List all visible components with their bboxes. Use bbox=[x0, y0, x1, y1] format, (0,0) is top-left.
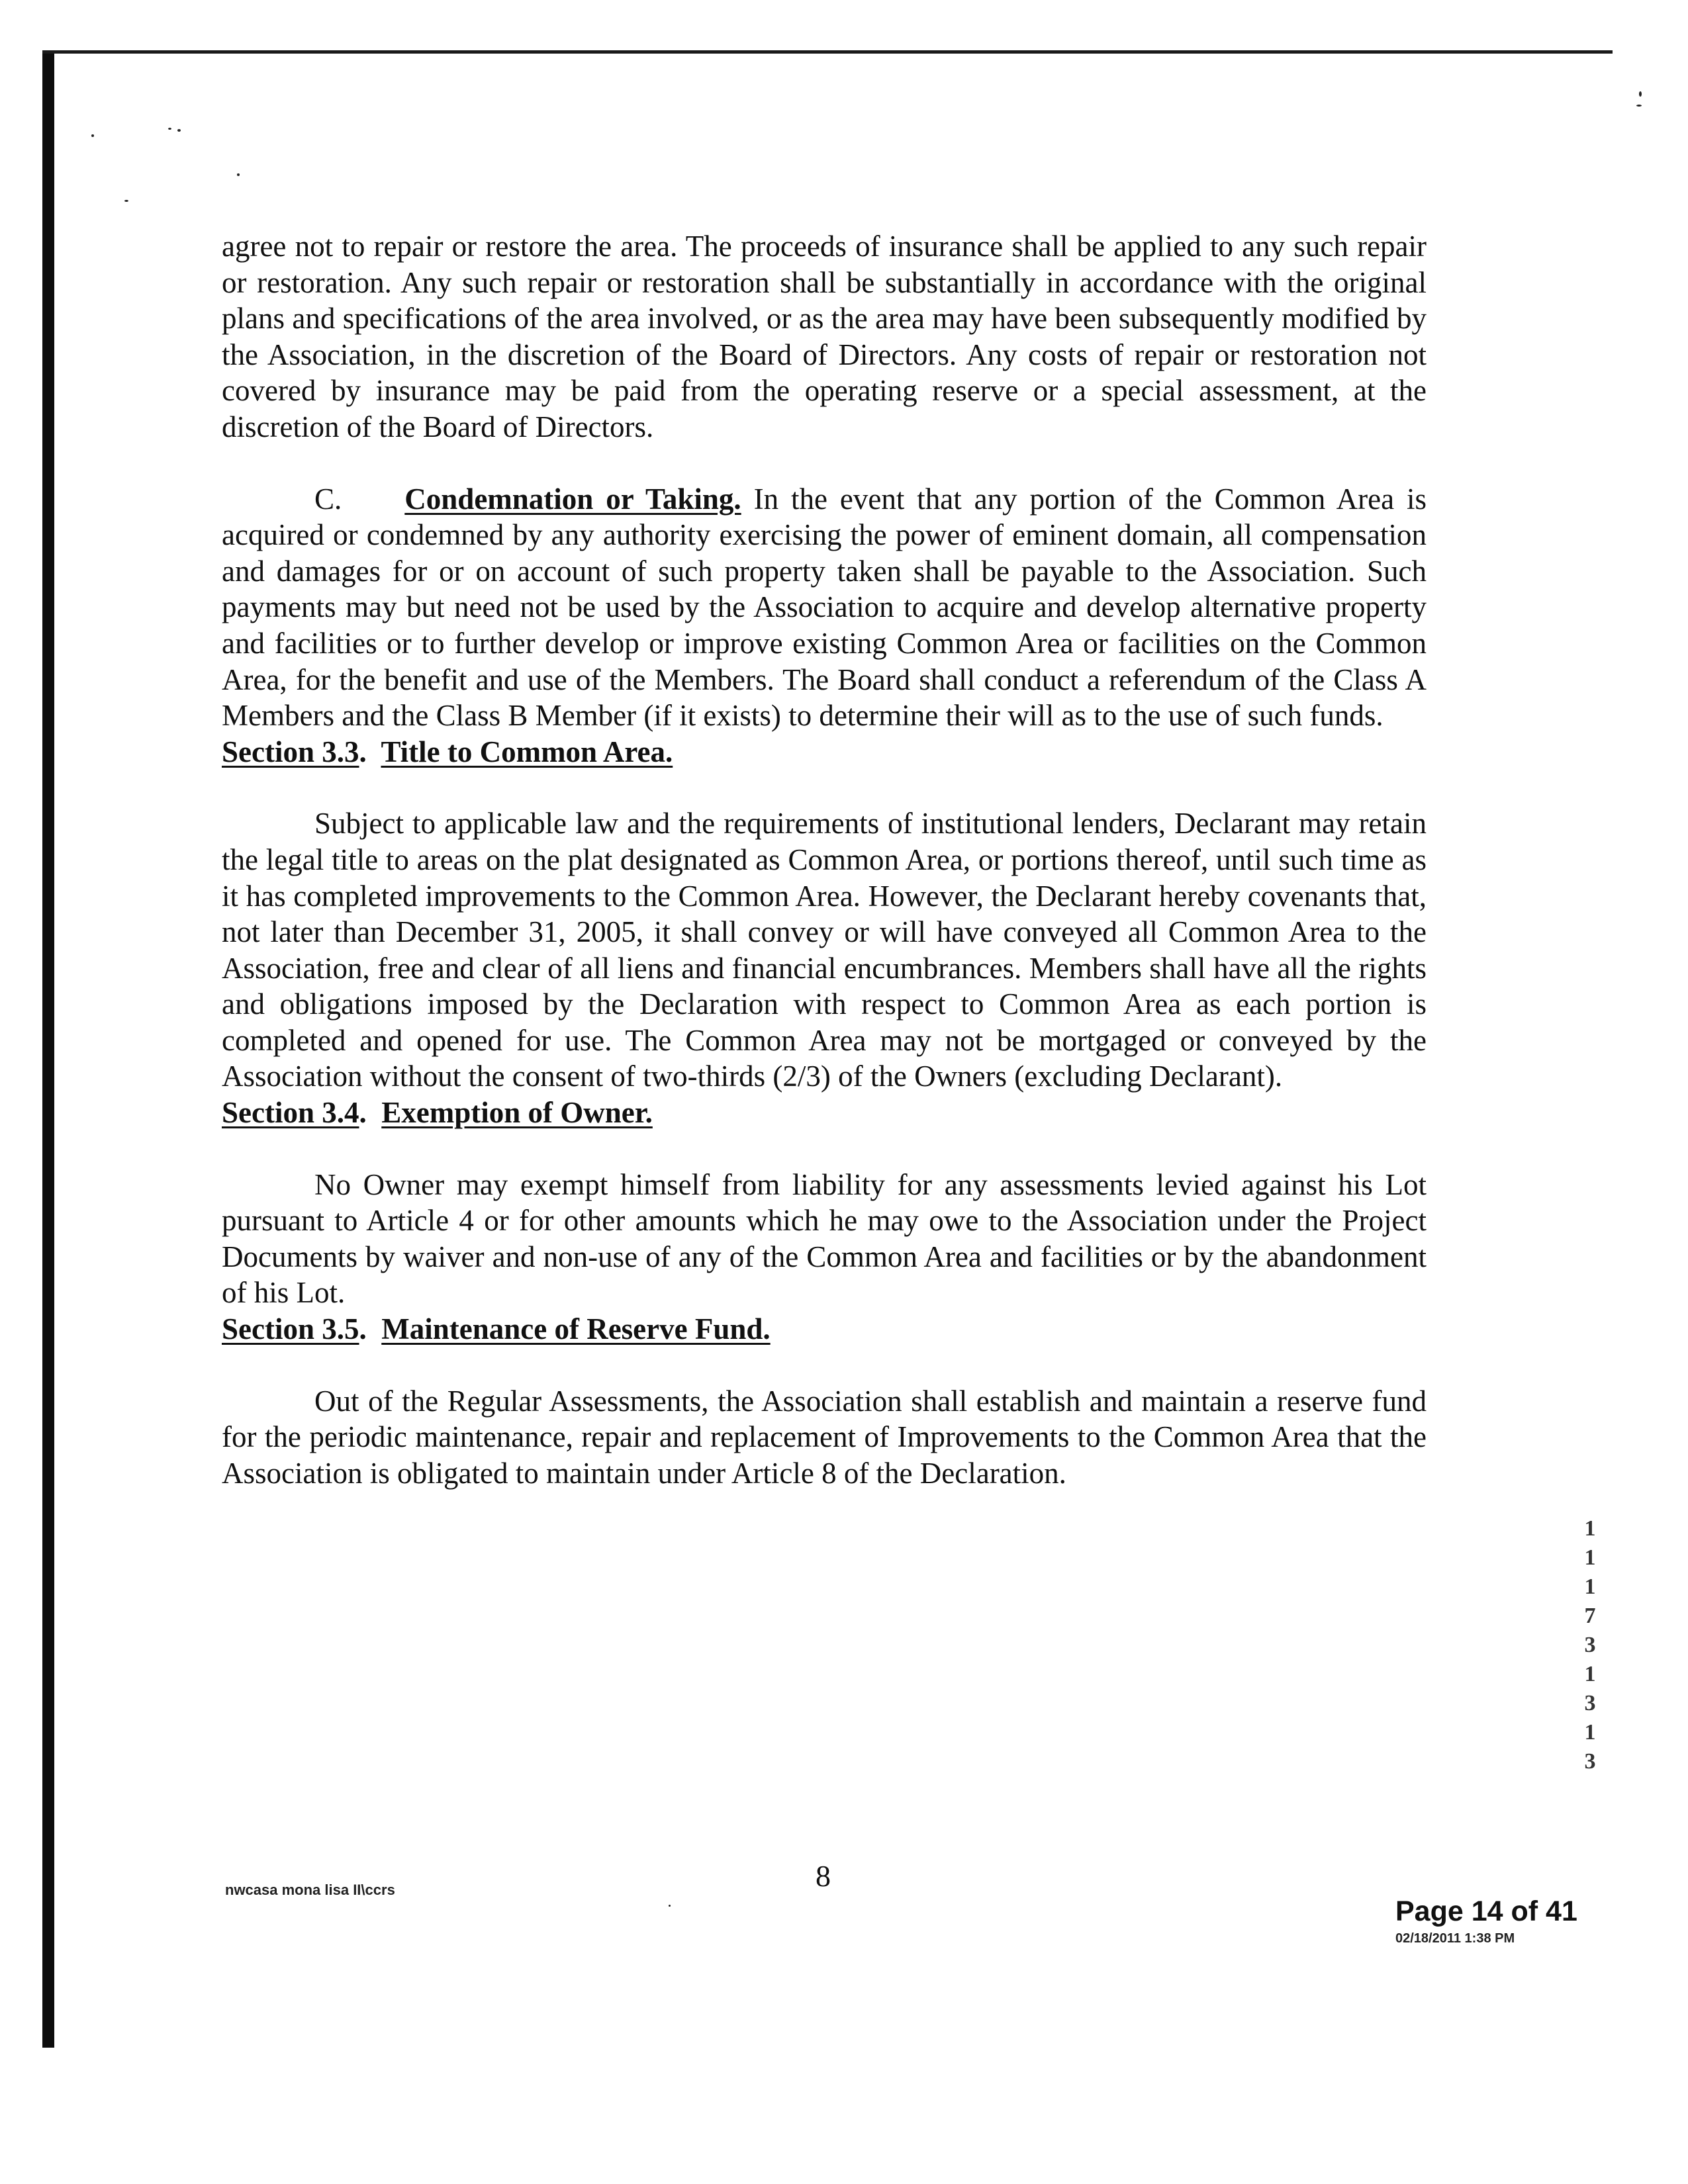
print-timestamp: 02/18/2011 1:38 PM bbox=[1395, 1931, 1515, 1946]
section-3-5-text: Out of the Regular Assessments, the Association shall establish and maintain a reserve fund for the periodic maintenance, repair and replacement of Improvements to the Common Area that the Association is obligated to maintain under Article 8 of the Declaration. bbox=[222, 1384, 1427, 1490]
stamp-char: 3 bbox=[1584, 1749, 1596, 1774]
scan-top-border bbox=[42, 50, 1613, 54]
section-title: Maintenance of Reserve Fund. bbox=[381, 1312, 771, 1346]
scan-speck bbox=[124, 200, 128, 202]
section-number: Section 3.4 bbox=[222, 1096, 359, 1130]
stamp-char: 3 bbox=[1584, 1691, 1596, 1715]
section-number: Section 3.3 bbox=[222, 735, 359, 768]
scan-speck bbox=[1639, 91, 1642, 97]
stamp-char: 1 bbox=[1584, 1662, 1596, 1686]
subsection-heading: Condemnation or Taking. bbox=[404, 482, 741, 516]
subsection-c bbox=[222, 481, 1427, 734]
scan-speck bbox=[177, 129, 181, 132]
section-title: Title to Common Area. bbox=[381, 735, 673, 768]
scan-speck bbox=[669, 1905, 671, 1907]
scan-left-border bbox=[42, 50, 54, 2048]
section-3-4-heading: Section 3.4. Exemption of Owner. bbox=[222, 1096, 653, 1130]
page-number: 8 bbox=[816, 1859, 831, 1893]
scan-speck bbox=[1636, 105, 1642, 107]
scan-speck bbox=[237, 173, 240, 176]
section-3-3-heading: Section 3.3. Title to Common Area. bbox=[222, 735, 673, 768]
section-3-3-text: Subject to applicable law and the requirements of institutional lenders, Declarant may retain the legal title to areas on the plat designated as Common Area, or portions thereof, until such time as it has completed improvements to the Common Area. However, the Declarant hereby covenants that, not later than December 31, 2005, it shall convey or will have conveyed all Common Area to the Association, free and clear of all liens and financial encumbrances. Members shall have all the rights and obligations imposed by the Declaration with respect to Common Area as each portion is completed and opened for use. The Common Area may not be mortgaged or conveyed by the Association without the consent of two-thirds (2/3) of the Owners (excluding Declarant). bbox=[222, 807, 1427, 1093]
footer-file-path: nwcasa mona lisa II\ccrs bbox=[225, 1882, 395, 1898]
section-title: Exemption of Owner. bbox=[381, 1096, 653, 1130]
page-count-badge: Page 14 of 41 bbox=[1395, 1895, 1577, 1927]
stamp-char: 1 bbox=[1584, 1574, 1596, 1599]
stamp-char: 1 bbox=[1584, 1545, 1596, 1570]
subsection-letter: C. bbox=[314, 482, 342, 516]
scan-speck bbox=[91, 134, 94, 137]
stamp-char: 7 bbox=[1584, 1604, 1596, 1628]
stamp-char: 1 bbox=[1584, 1516, 1596, 1541]
subsection-text: In the event that any portion of the Common Area is acquired or condemned by any authority exercising the power of eminent domain, all compensation and damages for or on account of such property taken shall be payable to the Association. Such payments may but need not be used by the Association to acquire and develop alternative property and facilities or to further develop or improve existing Common Area or facilities on the Common Area, for the benefit and use of the Members. The Board shall conduct a referendum of the Class A Members and the Class B Member (if it exists) to determine their will as to the use of such funds. bbox=[222, 482, 1427, 733]
section-3-5-heading: Section 3.5. Maintenance of Reserve Fund. bbox=[222, 1312, 771, 1346]
section-number: Section 3.5 bbox=[222, 1312, 359, 1346]
stamp-char: 1 bbox=[1584, 1720, 1596, 1745]
vertical-document-stamp bbox=[1577, 1516, 1603, 1833]
paragraph-continuation: agree not to repair or restore the area. The proceeds of insurance shall be applied to any such repair or restoration. Any such repair or restoration shall be substantially in accordance with the original plans and specifications of the area involved, or as the area may have been subsequently modified by the Association, in the discretion of the Board of Directors. Any costs of repair or restoration not covered by insurance may be paid from the operating reserve or a special assessment, at the discretion of the Board of Directors. bbox=[222, 230, 1427, 443]
stamp-char: 3 bbox=[1584, 1633, 1596, 1657]
scan-speck bbox=[168, 128, 171, 130]
section-3-4-text: No Owner may exempt himself from liability for any assessments levied against his Lot pursuant to Article 4 or for other amounts which he may owe to the Association under the Project Documents by waiver and non-use of any of the Common Area and facilities or by the abandonment of his Lot. bbox=[222, 1167, 1427, 1310]
document-body bbox=[222, 228, 1427, 1491]
